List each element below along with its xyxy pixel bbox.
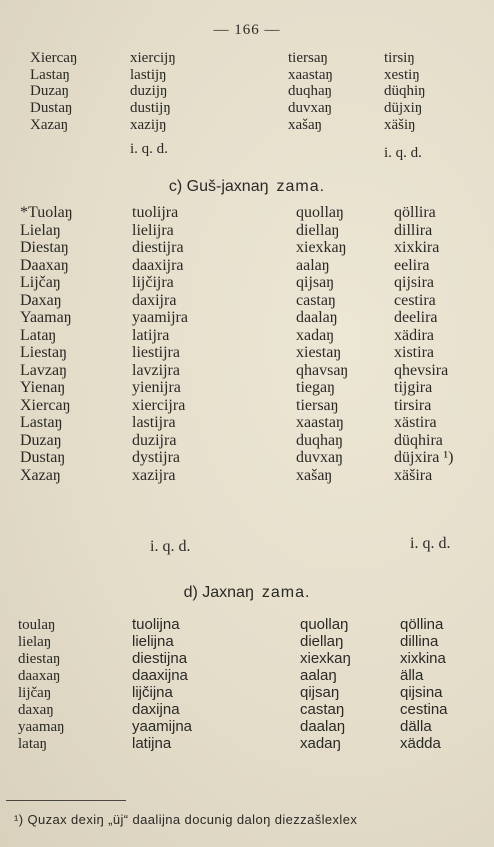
cell-col2: diestijra — [132, 239, 184, 256]
cell-col4: xäšiŋ — [384, 116, 416, 133]
cell-col2: latijna — [132, 735, 172, 752]
table-row — [0, 685, 494, 702]
footnote-divider — [6, 800, 126, 801]
cell-col4: tijgira — [394, 379, 433, 396]
cell-col3: diellaŋ — [296, 221, 340, 239]
page-number: — 166 — — [213, 22, 281, 38]
cell-col2: lielijra — [132, 221, 174, 239]
cell-col2: dustijŋ — [130, 100, 171, 117]
cell-col3: tiersaŋ — [296, 396, 339, 414]
cell-col3: castaŋ — [296, 291, 336, 309]
cell-col4: düqhira — [394, 431, 443, 449]
table-row — [0, 222, 494, 240]
cell-col1: Lavzaŋ — [20, 361, 67, 379]
table-row — [0, 327, 494, 345]
cell-col2: daaxijra — [132, 256, 184, 274]
cell-col2: tuolijna — [132, 616, 180, 633]
section-title: d) Jaxnaŋ — [183, 584, 254, 601]
cell-col4: xästira — [394, 414, 437, 431]
table-row — [0, 83, 494, 100]
cell-col4: cestina — [400, 701, 448, 718]
cell-col2: yaamijna — [132, 718, 193, 735]
cell-col3: xašaŋ — [296, 466, 333, 484]
cell-col2: lijčijna — [132, 684, 173, 701]
cell-col3: diellaŋ — [300, 633, 344, 650]
cell-col2: xazijra — [132, 466, 176, 484]
cell-col1: Lijčaŋ — [20, 274, 61, 291]
cell-col1: lielaŋ — [18, 634, 52, 650]
cell-col3: qhavsaŋ — [296, 361, 349, 379]
cell-col2: lielijna — [132, 633, 174, 650]
table-row — [0, 204, 494, 222]
cell-col1: Dustaŋ — [20, 449, 66, 466]
table-row — [0, 362, 494, 380]
cell-col1: Lielaŋ — [20, 221, 61, 239]
cell-col4: xixkina — [400, 650, 446, 667]
cell-col4: tirsiŋ — [384, 50, 415, 66]
table-row — [0, 702, 494, 719]
cell-col1: Xazaŋ — [30, 116, 69, 133]
cell-col4: xistira — [394, 344, 434, 361]
cell-col2: lijčijra — [132, 274, 174, 291]
cell-col4: eelira — [394, 256, 430, 274]
cell-col4: dälla — [400, 718, 432, 735]
cell-col2: diestijna — [132, 650, 188, 667]
section-subtitle: zama. — [276, 178, 326, 195]
cell-col2: daxijra — [132, 291, 177, 309]
table-row — [0, 634, 494, 651]
cell-col4: dillina — [400, 633, 439, 650]
cell-col3: xaastaŋ — [288, 66, 333, 83]
cell-col2: yienijra — [132, 379, 181, 396]
section-c-table — [0, 204, 494, 484]
cell-col3: duqhaŋ — [288, 83, 333, 100]
cell-col1: Xazaŋ — [20, 466, 61, 484]
cell-col3: quollaŋ — [296, 204, 344, 221]
cell-col1: Xiercaŋ — [20, 396, 71, 414]
cell-col2: xiercijra — [132, 396, 186, 414]
cell-col2: lastijŋ — [130, 66, 167, 83]
cell-col1: Lastaŋ — [30, 66, 70, 83]
cell-col2: duzijra — [132, 431, 177, 449]
table-row — [0, 50, 494, 67]
section-heading — [0, 178, 494, 196]
cell-col4: qijsira — [394, 274, 434, 291]
table-row — [0, 397, 494, 415]
cell-col4: cestira — [394, 291, 436, 309]
cell-col1: daxaŋ — [18, 702, 54, 718]
cell-col2: lavzijra — [132, 361, 180, 379]
cell-col2: daaxijna — [132, 667, 188, 684]
cell-col4: xädira — [394, 326, 434, 344]
cell-col4: qijsina — [400, 684, 443, 701]
cell-col2: latijra — [132, 326, 170, 344]
cell-col3: daalaŋ — [300, 718, 346, 735]
cell-col1: yaamaŋ — [18, 719, 65, 735]
cell-col3: aalaŋ — [300, 667, 337, 684]
cell-col3: tiersaŋ — [288, 50, 328, 66]
cell-col2: xazijŋ — [130, 116, 167, 133]
table-row — [0, 100, 494, 117]
cell-col4: düjxiŋ — [384, 100, 423, 117]
cell-col4: xädda — [400, 735, 441, 752]
cell-col1: lijčaŋ — [18, 685, 52, 701]
iqd-note: i. q. d. — [130, 141, 168, 157]
cell-col4: älla — [400, 667, 424, 684]
footnote: ¹) Quzax dexiŋ „üj“ daalijna docunig daloŋ diezzašlexlex — [14, 812, 358, 827]
cell-col1: diestaŋ — [18, 651, 61, 667]
table-row — [0, 344, 494, 362]
section-a-table — [0, 50, 494, 133]
table-row — [0, 309, 494, 327]
cell-col4: qöllira — [394, 204, 436, 221]
cell-col3: xiestaŋ — [296, 344, 342, 361]
table-row — [0, 736, 494, 753]
cell-col2: daxijna — [132, 701, 180, 718]
cell-col1: *Tuolaŋ — [20, 204, 73, 221]
table-row — [0, 719, 494, 736]
cell-col4: düjxira ¹) — [394, 449, 454, 466]
iqd-note: i. q. d. — [384, 145, 422, 161]
cell-col3: qijsaŋ — [300, 684, 340, 701]
table-row — [0, 239, 494, 257]
table-row — [0, 432, 494, 450]
cell-col1: Daaxaŋ — [20, 256, 69, 274]
cell-col1: Lastaŋ — [20, 414, 63, 431]
cell-col3: xiexkaŋ — [296, 239, 347, 256]
cell-col4: xäšira — [394, 466, 433, 484]
cell-col1: Yaamaŋ — [20, 309, 72, 326]
cell-col2: yaamijra — [132, 309, 188, 326]
table-row — [0, 292, 494, 310]
cell-col4: xixkira — [394, 239, 440, 256]
table-row — [0, 117, 494, 134]
iqd-note: i. q. d. — [150, 538, 191, 555]
cell-col2: lastijra — [132, 414, 176, 431]
section-d-table — [0, 617, 494, 753]
cell-col1: Diestaŋ — [20, 239, 69, 256]
iqd-note: i. q. d. — [410, 535, 451, 552]
cell-col1: Liestaŋ — [20, 344, 68, 361]
cell-col3: duvxaŋ — [288, 100, 333, 117]
cell-col1: Yienaŋ — [20, 379, 66, 396]
cell-col4: xestiŋ — [384, 66, 420, 83]
cell-col3: xiexkaŋ — [300, 650, 351, 667]
table-row — [0, 379, 494, 397]
cell-col3: castaŋ — [300, 701, 345, 718]
cell-col4: deelira — [394, 309, 438, 326]
table-row — [0, 651, 494, 668]
table-row — [0, 274, 494, 292]
table-row — [0, 617, 494, 634]
cell-col1: Duzaŋ — [20, 431, 62, 449]
cell-col4: qhevsira — [394, 361, 449, 379]
cell-col1: Dustaŋ — [30, 100, 73, 117]
cell-col4: düqhiŋ — [384, 83, 426, 100]
cell-col3: xadaŋ — [300, 735, 341, 752]
cell-col1: Duzaŋ — [30, 83, 70, 100]
cell-col1: Xiercaŋ — [30, 50, 78, 66]
table-row — [0, 414, 494, 432]
cell-col3: xašaŋ — [288, 116, 323, 133]
cell-col3: duqhaŋ — [296, 431, 344, 449]
cell-col3: quollaŋ — [300, 616, 349, 633]
table-row — [0, 449, 494, 467]
section-subtitle: zama. — [261, 584, 311, 601]
cell-col4: tirsira — [394, 396, 432, 414]
table-row — [0, 67, 494, 84]
cell-col3: aalaŋ — [296, 256, 330, 274]
cell-col1: Daxaŋ — [20, 291, 62, 309]
cell-col3: tiegaŋ — [296, 379, 336, 396]
table-row — [0, 467, 494, 485]
cell-col1: lataŋ — [18, 736, 48, 752]
cell-col3: xadaŋ — [296, 326, 335, 344]
section-heading — [0, 584, 494, 602]
cell-col4: qöllina — [400, 616, 444, 633]
cell-col1: daaxaŋ — [18, 668, 61, 684]
cell-col3: xaastaŋ — [296, 414, 344, 431]
cell-col1: Lataŋ — [20, 326, 57, 344]
cell-col2: liestijra — [132, 344, 180, 361]
cell-col3: duvxaŋ — [296, 449, 344, 466]
cell-col4: dillira — [394, 221, 433, 239]
cell-col2: duzijŋ — [130, 83, 168, 100]
cell-col3: daalaŋ — [296, 309, 338, 326]
cell-col2: xiercijŋ — [130, 50, 176, 66]
cell-col2: tuolijra — [132, 204, 179, 221]
cell-col1: toulaŋ — [18, 617, 56, 633]
cell-col3: qijsaŋ — [296, 274, 335, 291]
table-row — [0, 257, 494, 275]
section-title: c) Guš-jaxnaŋ — [168, 178, 269, 195]
table-row — [0, 668, 494, 685]
cell-col2: dystijra — [132, 449, 180, 466]
